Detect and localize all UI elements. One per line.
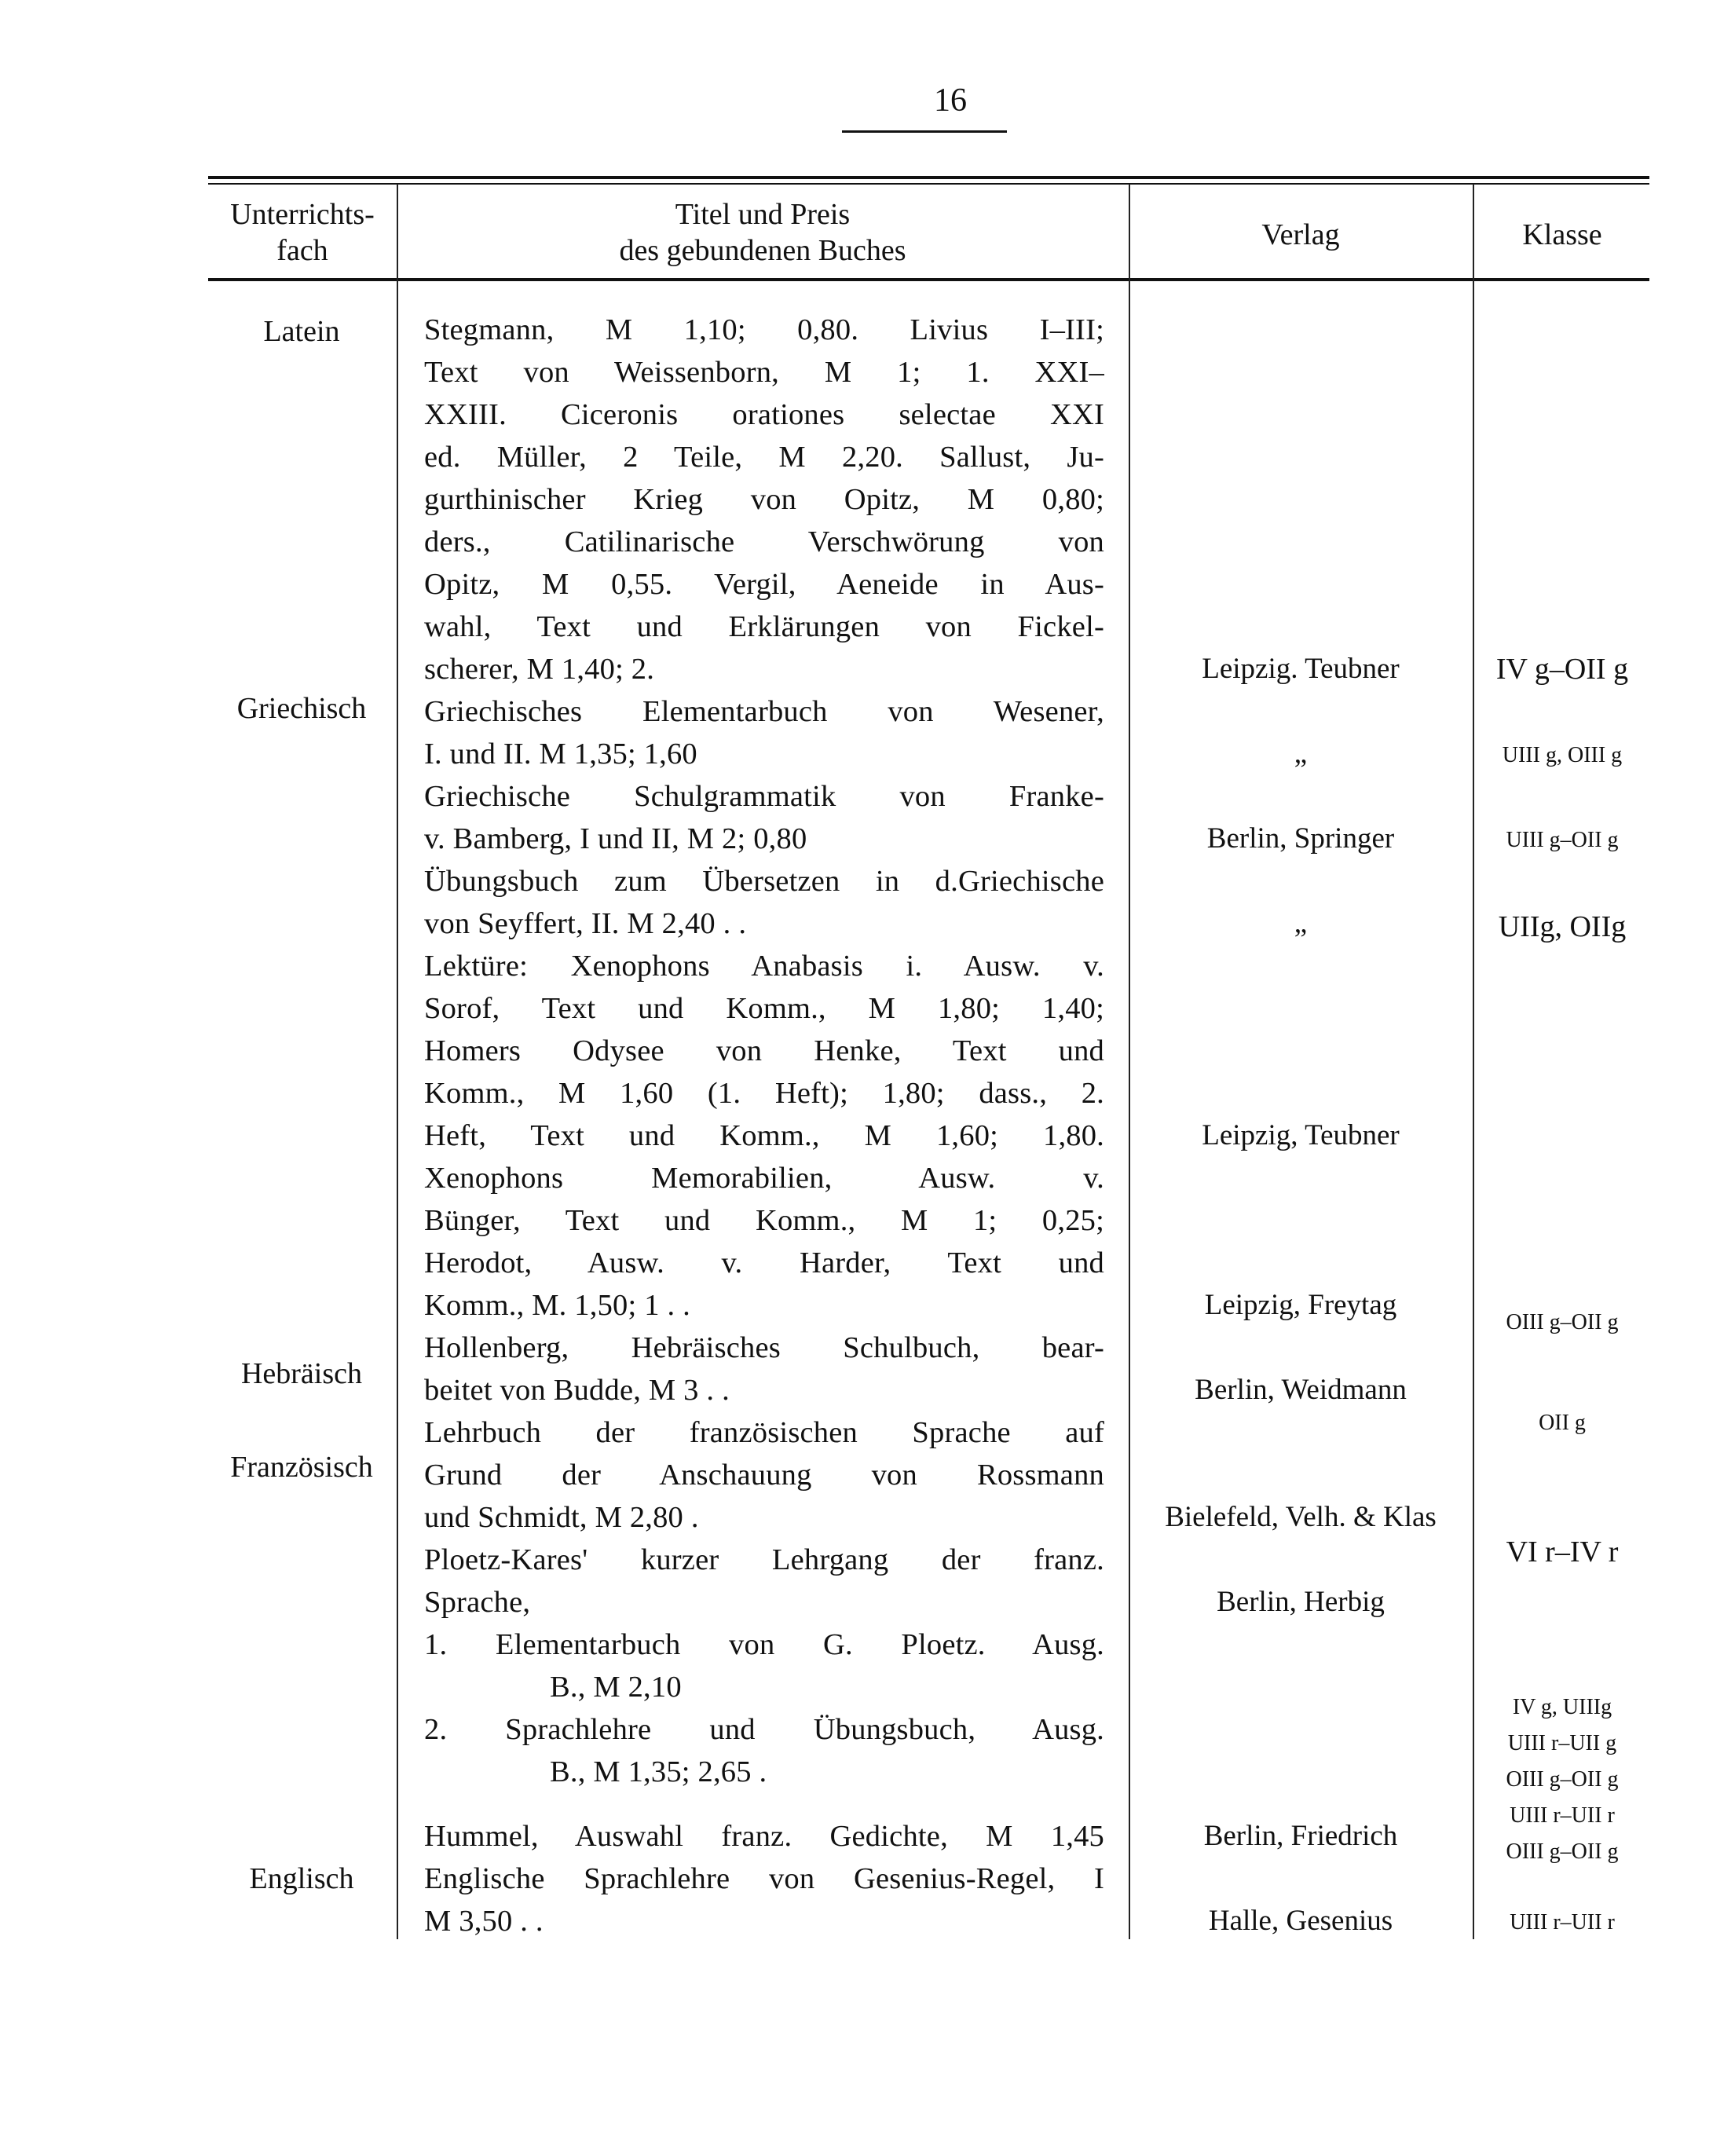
header-title: Titel und Preis des gebundenen Buches (619, 198, 906, 267)
klasse-entry: VI r–IV r (1506, 1536, 1619, 1568)
title-line: Griechisches Elementarbuch von Wesener, (424, 695, 1104, 728)
header-subject: Unterrichts- fach (230, 198, 375, 267)
title-line: Herodot, Ausw. v. Harder, Text und (424, 1246, 1104, 1279)
column-divider-3 (1473, 184, 1474, 1939)
subject-griechisch: Griechisch (236, 692, 367, 725)
title-line: Englische Sprachlehre von Gesenius-Regel, I (424, 1862, 1104, 1895)
title-line: gurthinischer Krieg von Opitz, M 0,80; (424, 483, 1104, 516)
title-line: scherer, M 1,40; 2. (424, 653, 655, 686)
title-line: Lehrbuch der französischen Sprache auf (424, 1416, 1104, 1449)
page-number: 16 (934, 82, 967, 119)
title-line: Übungsbuch zum Übersetzen in d.Griechische (424, 865, 1104, 898)
title-line: Sorof, Text und Komm., M 1,80; 1,40; (424, 992, 1104, 1025)
klasse-entry: UIII r–UII r (1510, 1910, 1615, 1935)
column-divider-1 (397, 184, 398, 1939)
title-line: Grund der Anschauung von Rossmann (424, 1459, 1104, 1492)
verlag-entry: Berlin, Springer (1206, 822, 1395, 855)
klasse-entry: OIII g–OII g (1506, 1767, 1619, 1792)
header-verlag: Verlag (1261, 218, 1340, 251)
title-line: Text von Weissenborn, M 1; 1. XXI– (424, 356, 1104, 389)
title-line: ders., Catilinarische Verschwörung von (424, 525, 1104, 558)
klasse-entry: UIII r–UII r (1510, 1803, 1615, 1828)
title-line: v. Bamberg, I und II, M 2; 0,80 (424, 822, 807, 855)
klasse-entry: OIII g–OII g (1506, 1839, 1619, 1864)
klasse-entry: IV g–OII g (1495, 653, 1629, 686)
title-line: Heft, Text und Komm., M 1,60; 1,80. (424, 1119, 1104, 1152)
klasse-entry: OIII g–OII g (1506, 1310, 1619, 1334)
title-line: M 3,50 . . (424, 1905, 544, 1938)
header-klasse: Klasse (1522, 218, 1602, 251)
klasse-entry: UIII g, OIII g (1502, 743, 1623, 767)
verlag-entry: Leipzig. Teubner (1202, 653, 1400, 685)
title-line: Sprache, (424, 1586, 531, 1619)
klasse-entry: IV g, UIIIg (1512, 1695, 1612, 1719)
title-line: Hummel, Auswahl franz. Gedichte, M 1,45 (424, 1820, 1104, 1853)
title-line: und Schmidt, M 2,80 . (424, 1501, 699, 1534)
table-top-rule (208, 176, 1649, 179)
table-top-rule-thin (208, 183, 1649, 185)
title-line: XXIII. Ciceronis orationes selectae XXI (424, 398, 1104, 431)
title-line: Lektüre: Xenophons Anabasis i. Ausw. v. (424, 950, 1104, 983)
title-line: I. und II. M 1,35; 1,60 (424, 738, 697, 771)
subject-englisch: Englisch (249, 1862, 354, 1895)
title-line: ed. Müller, 2 Teile, M 2,20. Sallust, Ju- (424, 441, 1104, 474)
title-line: B., M 2,10 (550, 1671, 682, 1704)
title-line: Komm., M. 1,50; 1 . . (424, 1289, 690, 1322)
klasse-entry: UIIg, OIIg (1498, 910, 1627, 943)
subject-latein: Latein (263, 315, 340, 348)
title-line: Ploetz-Kares' kurzer Lehrgang der franz. (424, 1543, 1104, 1576)
verlag-entry: Leipzig, Freytag (1204, 1289, 1397, 1321)
klasse-entry: UIII g–OII g (1506, 828, 1619, 852)
title-line: Komm., M 1,60 (1. Heft); 1,80; dass., 2. (424, 1077, 1104, 1110)
title-line: Homers Odysee von Henke, Text und (424, 1034, 1104, 1067)
title-line: Griechische Schulgrammatik von Franke- (424, 780, 1104, 813)
column-divider-2 (1129, 184, 1130, 1939)
verlag-entry: Berlin, Weidmann (1195, 1374, 1407, 1406)
title-line: B., M 1,35; 2,65 . (550, 1755, 767, 1788)
title-line: 1. Elementarbuch von G. Ploetz. Ausg. (424, 1628, 1104, 1661)
title-line: wahl, Text und Erklärungen von Fickel- (424, 610, 1104, 643)
title-line: Xenophons Memorabilien, Ausw. v. (424, 1162, 1104, 1195)
subject-hebraeisch: Hebräisch (240, 1357, 363, 1390)
verlag-entry: Berlin, Herbig (1217, 1586, 1385, 1618)
header-bottom-rule (208, 278, 1649, 281)
klasse-entry: OII g (1539, 1411, 1586, 1435)
title-line: Opitz, M 0,55. Vergil, Aeneide in Aus- (424, 568, 1104, 601)
subject-franzoesisch: Französisch (230, 1451, 373, 1484)
title-line: Bünger, Text und Komm., M 1; 0,25; (424, 1204, 1104, 1237)
verlag-entry: Bielefeld, Velh. & Klas (1165, 1501, 1437, 1533)
title-line: Hollenberg, Hebräisches Schulbuch, bear- (424, 1331, 1104, 1364)
verlag-entry: Halle, Gesenius (1208, 1905, 1393, 1937)
verlag-entry: „ (1294, 907, 1308, 939)
title-line: von Seyffert, II. M 2,40 . . (424, 907, 747, 940)
title-line: 2. Sprachlehre und Übungsbuch, Ausg. (424, 1713, 1104, 1746)
klasse-entry: UIII r–UII g (1507, 1731, 1617, 1755)
title-line: Stegmann, M 1,10; 0,80. Livius I–III; (424, 313, 1104, 346)
verlag-entry: Leipzig, Teubner (1202, 1119, 1400, 1151)
verlag-entry: Berlin, Friedrich (1203, 1820, 1398, 1852)
title-line: beitet von Budde, M 3 . . (424, 1374, 730, 1407)
verlag-entry: „ (1294, 738, 1308, 770)
page-number-rule (842, 130, 1007, 133)
